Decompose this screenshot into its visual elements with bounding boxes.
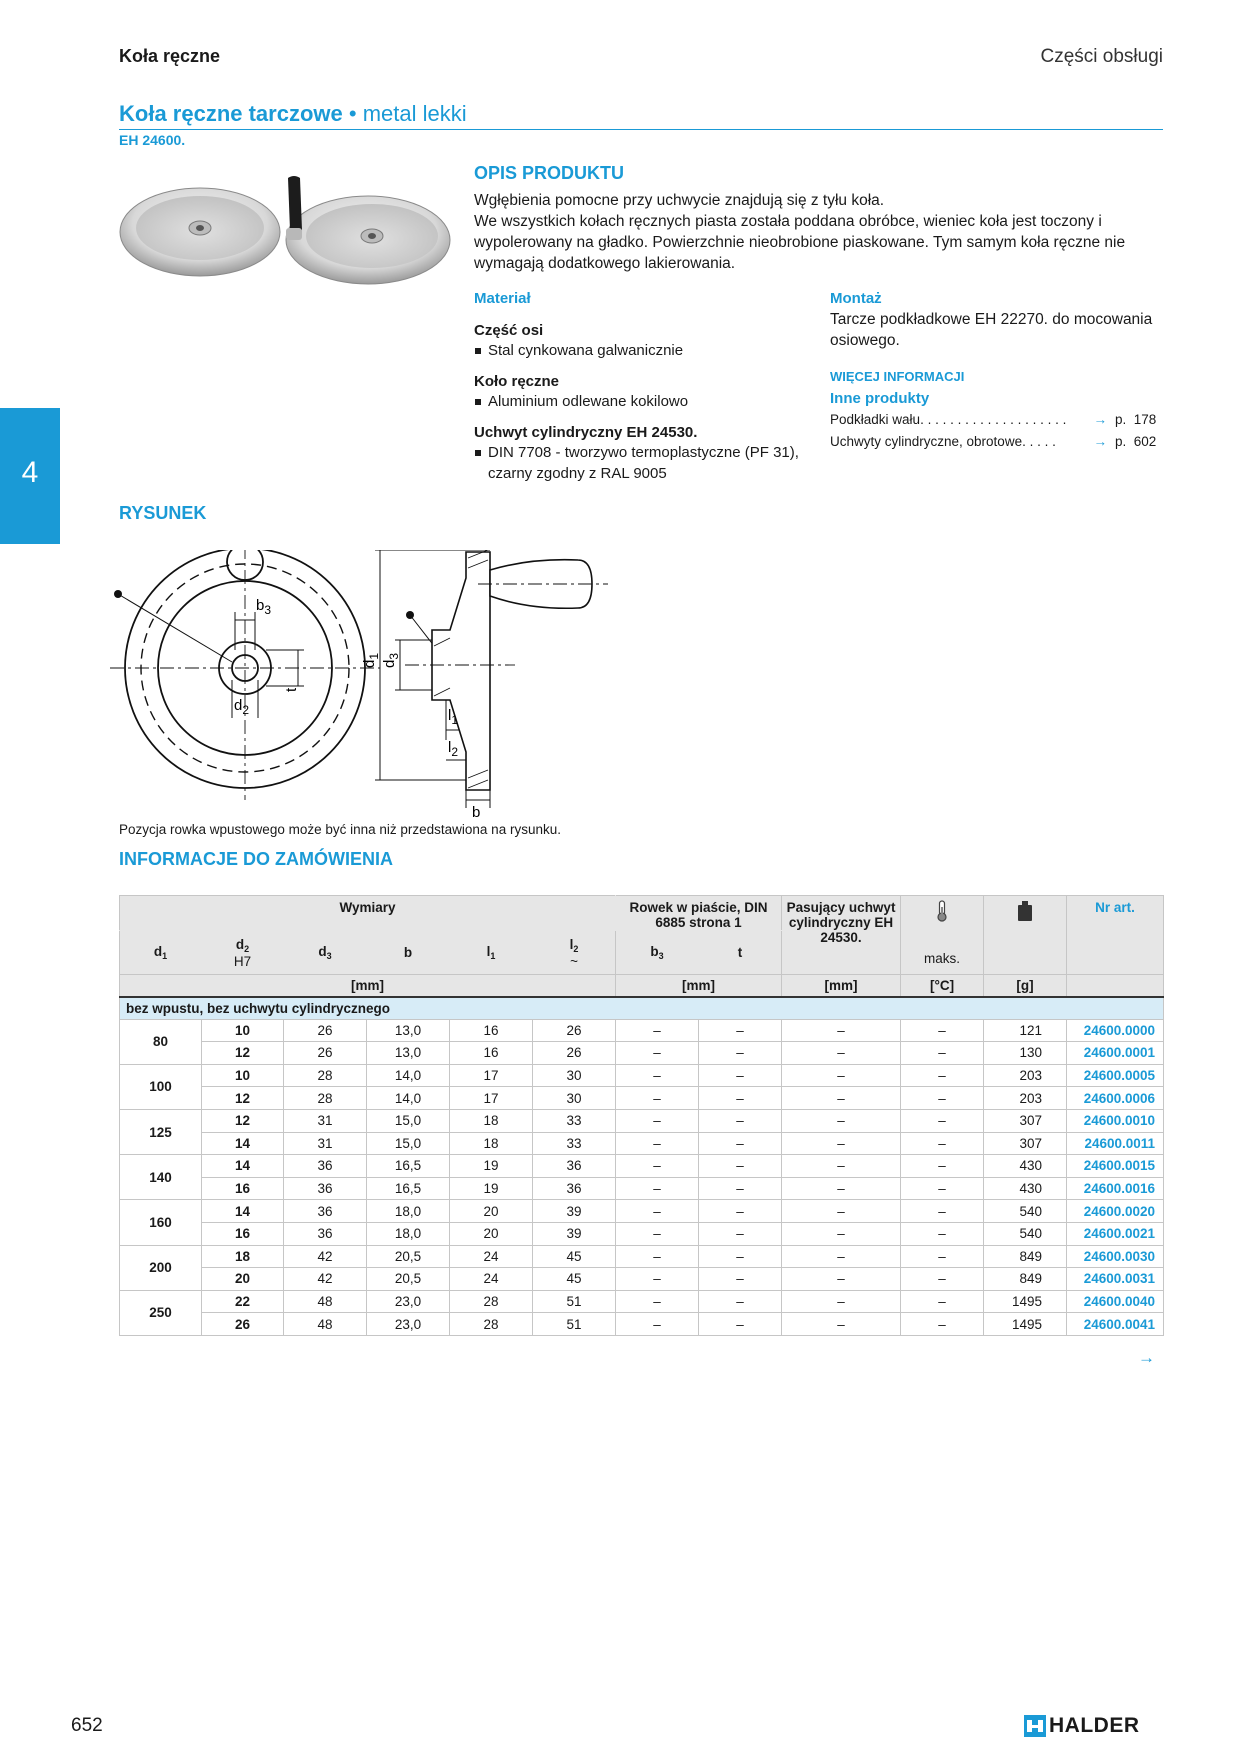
material-handle-value: DIN 7708 - tworzywo termoplastyczne (PF 31), czarny zgodny z RAL 9005 xyxy=(474,442,814,484)
cell-l1: 19 xyxy=(450,1155,533,1178)
chapter-name: Części obsługi xyxy=(1040,46,1163,67)
cell-d2: 16 xyxy=(202,1222,284,1245)
cell-l1: 18 xyxy=(450,1132,533,1155)
cell-t: – xyxy=(699,1109,782,1132)
cell-l1: 16 xyxy=(450,1042,533,1065)
cell-weight: 130 xyxy=(984,1042,1067,1065)
table-row xyxy=(120,1268,1164,1291)
table-row xyxy=(120,1222,1164,1245)
cell-b: 13,0 xyxy=(367,1042,450,1065)
cell-d2: 20 xyxy=(202,1268,284,1291)
cell-art[interactable]: 24600.0040 xyxy=(1067,1290,1164,1313)
cell-t: – xyxy=(699,1313,782,1336)
cell-temp: – xyxy=(901,1222,984,1245)
cell-handle: – xyxy=(782,1064,901,1087)
other-products-heading: Inne produkty xyxy=(830,390,930,407)
cell-b: 14,0 xyxy=(367,1064,450,1087)
cell-temp: – xyxy=(901,1087,984,1110)
cell-l2: 26 xyxy=(533,1019,616,1042)
cell-temp: – xyxy=(901,1177,984,1200)
col-d2: $d_2$ H7 xyxy=(202,931,284,975)
cell-t: – xyxy=(699,1245,782,1268)
cell-l1: 28 xyxy=(450,1290,533,1313)
cell-t: – xyxy=(699,1155,782,1178)
cell-handle: – xyxy=(782,1132,901,1155)
col-art-no: Nr art. xyxy=(1067,896,1164,975)
cell-l2: 51 xyxy=(533,1313,616,1336)
cell-d3: 36 xyxy=(284,1177,367,1200)
cell-b: 20,5 xyxy=(367,1245,450,1268)
cell-handle: – xyxy=(782,1042,901,1065)
cell-d2: 12 xyxy=(202,1087,284,1110)
cell-d2: 14 xyxy=(202,1132,284,1155)
product-code: EH 24600. xyxy=(119,132,186,148)
cell-weight: 121 xyxy=(984,1019,1067,1042)
product-title xyxy=(119,101,467,127)
label-d2: $d_2$ xyxy=(234,697,250,717)
ref-shaft-washers[interactable] xyxy=(830,412,1163,427)
cell-weight: 540 xyxy=(984,1222,1067,1245)
assembly-text: Tarcze podkładkowe EH 22270. do mocowania osiowego. xyxy=(830,311,1153,349)
cell-b3: – xyxy=(616,1087,699,1110)
cell-art[interactable]: 24600.0031 xyxy=(1067,1268,1164,1291)
cell-d1: 125 xyxy=(120,1109,202,1154)
unit-weight: [g] xyxy=(984,975,1067,997)
cell-b3: – xyxy=(616,1109,699,1132)
title-rule xyxy=(119,129,1163,130)
cell-art[interactable]: 24600.0020 xyxy=(1067,1200,1164,1223)
cell-d1: 200 xyxy=(120,1245,202,1290)
cell-l2: 39 xyxy=(533,1222,616,1245)
cell-d2: 22 xyxy=(202,1290,284,1313)
cell-temp: – xyxy=(901,1042,984,1065)
table-row xyxy=(120,1200,1164,1223)
cell-d3: 28 xyxy=(284,1064,367,1087)
cell-art[interactable]: 24600.0006 xyxy=(1067,1087,1164,1110)
section-name: Koła ręczne xyxy=(119,46,221,66)
cell-art[interactable]: 24600.0030 xyxy=(1067,1245,1164,1268)
cell-b3: – xyxy=(616,1200,699,1223)
col-b3: $b_3$ xyxy=(616,931,699,975)
cell-d1: 160 xyxy=(120,1200,202,1245)
cell-d2: 12 xyxy=(202,1042,284,1065)
cell-weight: 307 xyxy=(984,1109,1067,1132)
cell-handle: – xyxy=(782,1200,901,1223)
weight-icon xyxy=(1016,900,1034,922)
cell-handle: – xyxy=(782,1177,901,1200)
ref-name: Podkładki wału xyxy=(830,412,921,427)
drawing-heading: RYSUNEK xyxy=(119,503,207,523)
col-temperature xyxy=(901,896,984,975)
cell-b: 18,0 xyxy=(367,1222,450,1245)
ref-cylindrical-handles[interactable] xyxy=(830,434,1163,449)
cell-d2: 26 xyxy=(202,1313,284,1336)
cell-weight: 430 xyxy=(984,1155,1067,1178)
halder-logo xyxy=(1024,1714,1140,1738)
cell-b: 23,0 xyxy=(367,1313,450,1336)
cell-d3: 42 xyxy=(284,1268,367,1291)
title-light: metal lekki xyxy=(362,101,467,126)
cell-t: – xyxy=(699,1177,782,1200)
cell-l1: 24 xyxy=(450,1245,533,1268)
cell-d3: 28 xyxy=(284,1087,367,1110)
cell-b3: – xyxy=(616,1268,699,1291)
cell-art[interactable]: 24600.0010 xyxy=(1067,1109,1164,1132)
technical-drawing xyxy=(110,550,700,820)
label-b3: $b_3$ xyxy=(256,597,272,617)
cell-b3: – xyxy=(616,1290,699,1313)
cell-d3: 36 xyxy=(284,1222,367,1245)
cell-l2: 45 xyxy=(533,1245,616,1268)
ref-dots: . . . . . xyxy=(1022,434,1056,449)
table-row xyxy=(120,1064,1164,1087)
cell-l2: 51 xyxy=(533,1290,616,1313)
cell-handle: – xyxy=(782,1019,901,1042)
cell-d3: 31 xyxy=(284,1109,367,1132)
col-b: b xyxy=(367,931,450,975)
cell-weight: 430 xyxy=(984,1177,1067,1200)
cell-b: 15,0 xyxy=(367,1132,450,1155)
cell-temp: – xyxy=(901,1313,984,1336)
cell-art[interactable]: 24600.0000 xyxy=(1067,1019,1164,1042)
cell-d3: 26 xyxy=(284,1019,367,1042)
brand-name: HALDER xyxy=(1049,1714,1140,1737)
label-d3: $d_3$ xyxy=(381,652,401,668)
unit-art xyxy=(1067,975,1164,997)
cell-b: 14,0 xyxy=(367,1087,450,1110)
cell-d3: 48 xyxy=(284,1313,367,1336)
cell-d3: 36 xyxy=(284,1200,367,1223)
material-handle-label: Uchwyt cylindryczny EH 24530. xyxy=(474,424,698,441)
cell-d1: 250 xyxy=(120,1290,202,1335)
cell-l1: 17 xyxy=(450,1087,533,1110)
cell-d1: 100 xyxy=(120,1064,202,1109)
cell-d2: 10 xyxy=(202,1064,284,1087)
table-row xyxy=(120,1155,1164,1178)
cell-b: 18,0 xyxy=(367,1200,450,1223)
label-l1: $l_1$ xyxy=(448,707,459,727)
cell-temp: – xyxy=(901,1064,984,1087)
table-row xyxy=(120,1087,1164,1110)
cell-b3: – xyxy=(616,1222,699,1245)
label-b: b xyxy=(472,804,481,820)
cell-temp: – xyxy=(901,1109,984,1132)
cell-b3: – xyxy=(616,1132,699,1155)
cell-l1: 19 xyxy=(450,1177,533,1200)
cell-t: – xyxy=(699,1019,782,1042)
cell-temp: – xyxy=(901,1155,984,1178)
cell-weight: 307 xyxy=(984,1132,1067,1155)
cell-b: 16,5 xyxy=(367,1155,450,1178)
cell-weight: 849 xyxy=(984,1245,1067,1268)
material-axis-label: Część osi xyxy=(474,322,544,339)
cell-weight: 1495 xyxy=(984,1290,1067,1313)
cell-t: – xyxy=(699,1042,782,1065)
cell-t: – xyxy=(699,1064,782,1087)
ref-name: Uchwyty cylindryczne, obrotowe xyxy=(830,434,1023,449)
cell-d2: 16 xyxy=(202,1177,284,1200)
cell-handle: – xyxy=(782,1290,901,1313)
page-number: 652 xyxy=(71,1715,103,1736)
more-info-caption: WIĘCEJ INFORMACJI xyxy=(830,369,965,384)
title-bold: Koła ręczne tarczowe xyxy=(119,101,343,126)
cell-weight: 1495 xyxy=(984,1313,1067,1336)
cell-l2: 39 xyxy=(533,1200,616,1223)
cell-b: 16,5 xyxy=(367,1177,450,1200)
cell-l2: 30 xyxy=(533,1087,616,1110)
cell-b3: – xyxy=(616,1042,699,1065)
ref-page: p. 178 xyxy=(1115,412,1157,427)
cell-b: 15,0 xyxy=(367,1109,450,1132)
cell-d2: 18 xyxy=(202,1245,284,1268)
cell-d2: 14 xyxy=(202,1155,284,1178)
order-table xyxy=(119,895,1164,1336)
cell-temp: – xyxy=(901,1245,984,1268)
temp-max: maks. xyxy=(924,951,961,966)
col-d1: $d_1$ xyxy=(120,931,202,975)
cell-art[interactable]: 24600.0015 xyxy=(1067,1155,1164,1178)
cell-l2: 45 xyxy=(533,1268,616,1291)
cell-l2: 26 xyxy=(533,1042,616,1065)
cell-handle: – xyxy=(782,1313,901,1336)
thermometer-icon xyxy=(935,900,949,922)
unit-handle: [mm] xyxy=(782,975,901,997)
assembly-heading: Montaż xyxy=(830,290,882,307)
cell-b3: – xyxy=(616,1064,699,1087)
label-t: t xyxy=(283,687,300,692)
unit-keyway: [mm] xyxy=(616,975,782,997)
cell-t: – xyxy=(699,1222,782,1245)
cell-art[interactable]: 24600.0041 xyxy=(1067,1313,1164,1336)
col-l1: $l_1$ xyxy=(450,931,533,975)
material-wheel-value: Aluminium odlewane kokilowo xyxy=(474,391,804,412)
cell-b3: – xyxy=(616,1155,699,1178)
title-separator: • xyxy=(348,101,357,126)
col-t: t xyxy=(699,931,782,975)
description-heading: OPIS PRODUKTU xyxy=(474,163,625,183)
cell-handle: – xyxy=(782,1109,901,1132)
cell-b3: – xyxy=(616,1019,699,1042)
cell-art[interactable]: 24600.0016 xyxy=(1067,1177,1164,1200)
cell-d3: 36 xyxy=(284,1155,367,1178)
arrow-right-icon[interactable]: → xyxy=(1138,1348,1155,1367)
cell-temp: – xyxy=(901,1200,984,1223)
cell-l1: 24 xyxy=(450,1268,533,1291)
cell-d2: 12 xyxy=(202,1109,284,1132)
cell-t: – xyxy=(699,1132,782,1155)
cell-temp: – xyxy=(901,1132,984,1155)
col-group-keyway: Rowek w piaście, DIN 6885 strona 1 xyxy=(616,896,782,931)
cell-l2: 33 xyxy=(533,1109,616,1132)
col-group-dimensions: Wymiary xyxy=(120,896,616,931)
unit-temperature: [°C] xyxy=(901,975,984,997)
col-l2: $l_2$ ~ xyxy=(533,931,616,975)
cell-b3: – xyxy=(616,1245,699,1268)
cell-handle: – xyxy=(782,1245,901,1268)
cell-l1: 20 xyxy=(450,1200,533,1223)
chapter-tab[interactable] xyxy=(0,408,60,544)
col-d3: $d_3$ xyxy=(284,931,367,975)
product-photo xyxy=(118,170,458,290)
table-row xyxy=(120,1109,1164,1132)
cell-handle: – xyxy=(782,1222,901,1245)
label-l2: $l_2$ xyxy=(448,739,459,759)
cell-temp: – xyxy=(901,1019,984,1042)
cell-temp: – xyxy=(901,1268,984,1291)
cell-l2: 33 xyxy=(533,1132,616,1155)
cell-weight: 203 xyxy=(984,1064,1067,1087)
cell-l1: 17 xyxy=(450,1064,533,1087)
cell-l1: 16 xyxy=(450,1019,533,1042)
cell-temp: – xyxy=(901,1290,984,1313)
cell-b: 20,5 xyxy=(367,1268,450,1291)
table-row xyxy=(120,1132,1164,1155)
drawing-note: Pozycja rowka wpustowego może być inna niż przedstawiona na rysunku. xyxy=(119,822,561,837)
cell-handle: – xyxy=(782,1155,901,1178)
group-label: bez wpustu, bez uchwytu cylindrycznego xyxy=(120,997,1164,1020)
cell-art[interactable]: 24600.0005 xyxy=(1067,1064,1164,1087)
cell-d3: 42 xyxy=(284,1245,367,1268)
cell-l2: 36 xyxy=(533,1155,616,1178)
order-heading: INFORMACJE DO ZAMÓWIENIA xyxy=(119,849,393,869)
arrow-right-icon: → xyxy=(1093,412,1107,427)
cell-d3: 48 xyxy=(284,1290,367,1313)
cell-d3: 31 xyxy=(284,1132,367,1155)
cell-weight: 849 xyxy=(984,1268,1067,1291)
label-d1: $d_1$ xyxy=(361,652,381,668)
table-row xyxy=(120,1313,1164,1336)
cell-l2: 30 xyxy=(533,1064,616,1087)
cell-b3: – xyxy=(616,1313,699,1336)
cell-b: 13,0 xyxy=(367,1019,450,1042)
description-text: Wgłębienia pomocne przy uchwycie znajdują się z tyłu koła. We wszystkich kołach ręcznych piasta została poddana obróbce, wieniec koła jest toczony i wypolerowany na gładko. Powierzchnie nieobrobione piaskowane. Tym samym koła ręczne nie wymagają dodatkowego lakierowania. xyxy=(474,192,1126,272)
cell-art[interactable]: 24600.0021 xyxy=(1067,1222,1164,1245)
cell-t: – xyxy=(699,1290,782,1313)
cell-weight: 540 xyxy=(984,1200,1067,1223)
cell-d3: 26 xyxy=(284,1042,367,1065)
table-row xyxy=(120,1245,1164,1268)
cell-d2: 10 xyxy=(202,1019,284,1042)
table-row xyxy=(120,1019,1164,1042)
chapter-tab-number: 4 xyxy=(21,456,39,489)
cell-b3: – xyxy=(616,1177,699,1200)
col-handle: Pasujący uchwyt cylindryczny EH 24530. xyxy=(782,896,901,975)
cell-l2: 36 xyxy=(533,1177,616,1200)
halder-logo-icon xyxy=(1024,1715,1046,1737)
cell-l1: 18 xyxy=(450,1109,533,1132)
cell-l1: 28 xyxy=(450,1313,533,1336)
unit-dimensions: [mm] xyxy=(120,975,616,997)
col-weight xyxy=(984,896,1067,975)
cell-handle: – xyxy=(782,1268,901,1291)
cell-t: – xyxy=(699,1268,782,1291)
table-row xyxy=(120,1177,1164,1200)
table-row xyxy=(120,1290,1164,1313)
ref-page: p. 602 xyxy=(1115,434,1157,449)
cell-weight: 203 xyxy=(984,1087,1067,1110)
arrow-right-icon: → xyxy=(1093,434,1107,449)
cell-d1: 140 xyxy=(120,1155,202,1200)
cell-d2: 14 xyxy=(202,1200,284,1223)
material-heading: Materiał xyxy=(474,290,531,307)
ref-dots: . . . . . . . . . . . . . . . . . . . . xyxy=(920,412,1067,427)
table-row xyxy=(120,1042,1164,1065)
cell-b: 23,0 xyxy=(367,1290,450,1313)
cell-art[interactable]: 24600.0011 xyxy=(1067,1132,1164,1155)
material-axis-value: Stal cynkowana galwanicznie xyxy=(474,340,804,361)
cell-t: – xyxy=(699,1087,782,1110)
cell-d1: 80 xyxy=(120,1019,202,1064)
cell-t: – xyxy=(699,1200,782,1223)
cell-art[interactable]: 24600.0001 xyxy=(1067,1042,1164,1065)
cell-l1: 20 xyxy=(450,1222,533,1245)
cell-handle: – xyxy=(782,1087,901,1110)
material-wheel-label: Koło ręczne xyxy=(474,373,560,390)
